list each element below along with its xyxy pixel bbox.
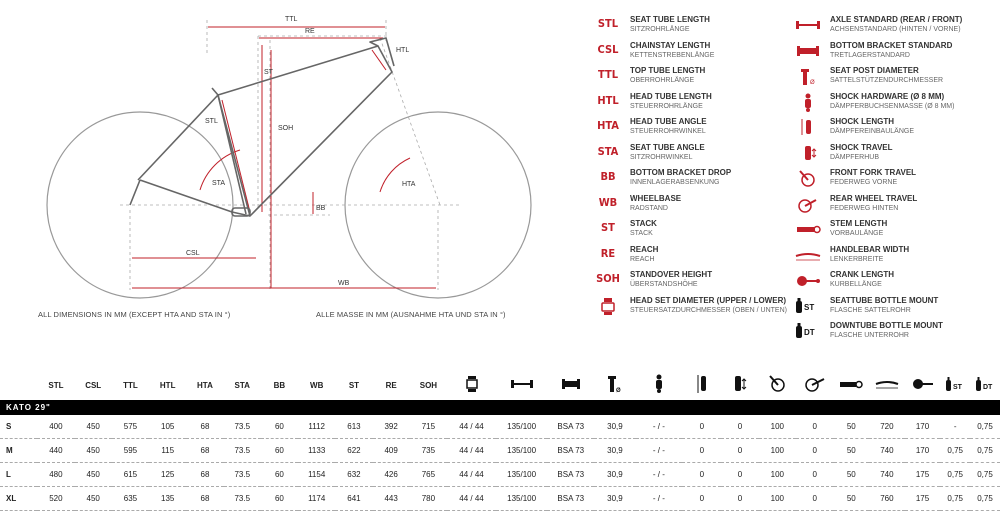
table-cell: 0 xyxy=(721,415,758,439)
table-cell: 1133 xyxy=(298,439,335,463)
legend-title: CRANK LENGTH xyxy=(830,270,894,279)
legend-subtitle: FEDERWEG HINTEN xyxy=(830,204,899,212)
legend-right xyxy=(790,14,1000,354)
table-cell: 720 xyxy=(869,415,905,439)
table-cell: 105 xyxy=(149,415,186,439)
table-cell: 409 xyxy=(373,439,410,463)
table-cell: 450 xyxy=(75,439,112,463)
table-cell: 60 xyxy=(261,439,298,463)
table-cell: 443 xyxy=(373,487,410,511)
table-cell: 715 xyxy=(410,415,447,439)
table-cell: 44 / 44 xyxy=(447,415,496,439)
legend-title: TOP TUBE LENGTH xyxy=(630,66,706,75)
table-cell: 30,9 xyxy=(594,487,635,511)
header-cell xyxy=(594,370,635,400)
table-cell: 135/100 xyxy=(496,415,547,439)
table-cell: 68 xyxy=(186,487,223,511)
table-cell: 175 xyxy=(905,463,941,487)
caption-en: ALL DIMENSIONS IN MM (EXCEPT HTA AND STA IN °) xyxy=(38,310,231,319)
size-cell: XL xyxy=(0,487,37,511)
table-cell: 60 xyxy=(261,487,298,511)
legend-title: SEATTUBE BOTTLE MOUNT xyxy=(830,295,939,305)
table-cell: 50 xyxy=(834,487,870,511)
legend-subtitle: STACK xyxy=(630,230,653,237)
legend-subtitle: SITZROHRLÄNGE xyxy=(630,26,690,33)
crank-icon xyxy=(911,377,935,391)
bottle-dt-icon xyxy=(790,320,826,342)
legend-abbr: HTL xyxy=(597,93,619,107)
table-cell: - / - xyxy=(636,487,683,511)
table-cell: 641 xyxy=(335,487,372,511)
table-cell: 575 xyxy=(112,415,149,439)
table-cell: 440 xyxy=(37,439,74,463)
table-cell: 100 xyxy=(759,415,796,439)
table-cell: 0 xyxy=(796,463,833,487)
table-cell: 60 xyxy=(261,463,298,487)
legend-title: SEAT POST DIAMETER xyxy=(830,66,919,75)
table-cell: 170 xyxy=(905,439,941,463)
header-cell xyxy=(940,370,970,400)
table-row xyxy=(0,463,1000,487)
handlebar-icon xyxy=(790,244,826,266)
legend-subtitle: STEUERSATZDURCHMESSER (OBEN / UNTEN) xyxy=(630,306,787,314)
table-cell: 0 xyxy=(796,487,833,511)
table-cell: 0 xyxy=(796,439,833,463)
table-cell: 740 xyxy=(869,439,905,463)
bottle-dt-tag: DT xyxy=(804,328,815,337)
table-header xyxy=(0,370,1000,400)
table-cell: 73.5 xyxy=(224,463,261,487)
header-cell: RE xyxy=(385,380,397,390)
header-cell xyxy=(970,370,1000,400)
front-fork-icon xyxy=(767,375,787,393)
legend-subtitle: OBERROHRLÄNGE xyxy=(630,77,695,84)
table-cell: 0,75 xyxy=(970,463,1000,487)
table-cell: 0 xyxy=(682,487,721,511)
label-soh: SOH xyxy=(278,125,294,132)
legend-abbr: WB xyxy=(598,195,618,209)
legend-title: STACK xyxy=(630,219,657,228)
table-cell: 0,75 xyxy=(940,439,970,463)
shock-travel-icon xyxy=(790,142,826,164)
header-cell: BB xyxy=(273,380,286,390)
header-cell: WB xyxy=(310,380,324,390)
shock-travel-icon xyxy=(733,374,747,394)
table-cell: 44 / 44 xyxy=(447,439,496,463)
table-cell: 73.5 xyxy=(224,439,261,463)
legend-subtitle: DÄMPFERHUB xyxy=(830,153,880,161)
svg-text:Ø: Ø xyxy=(810,80,815,86)
table-cell: 520 xyxy=(37,487,74,511)
legend-abbr: HTA xyxy=(597,119,619,132)
legend-subtitle: FEDERWEG VORNE xyxy=(830,179,898,186)
table-cell: 0 xyxy=(721,487,758,511)
legend-subtitle: KURBELLÄNGE xyxy=(830,281,882,288)
table-row xyxy=(0,487,1000,511)
header-cell xyxy=(869,370,905,400)
legend-abbr: CSL xyxy=(597,42,619,56)
label-sta: STA xyxy=(212,180,226,187)
table-cell: 1112 xyxy=(298,415,335,439)
header-cell xyxy=(0,370,37,400)
headset-icon xyxy=(464,375,480,393)
header-cell: SOH xyxy=(419,380,438,390)
table-cell: 0 xyxy=(796,415,833,439)
geometry-table xyxy=(0,370,1000,511)
legend-abbr: BB xyxy=(600,170,616,183)
table-cell: 635 xyxy=(112,487,149,511)
bottle-st-tag: ST xyxy=(953,384,963,391)
table-cell: BSA 73 xyxy=(547,463,594,487)
legend-subtitle: VORBAULÄNGE xyxy=(830,230,884,237)
bottle-st-icon xyxy=(790,295,826,317)
table-cell: 60 xyxy=(261,415,298,439)
label-htl: HTL xyxy=(396,47,410,54)
legend-title: CHAINSTAY LENGTH xyxy=(630,40,711,50)
geometry-diagram xyxy=(0,0,580,330)
label-hta: HTA xyxy=(402,181,416,188)
size-cell: M xyxy=(0,439,37,463)
legend-abbr: TTL xyxy=(597,68,619,81)
table-cell: 30,9 xyxy=(594,463,635,487)
handlebar-icon xyxy=(875,378,899,390)
table-cell: 740 xyxy=(869,463,905,487)
front-fork-icon xyxy=(790,167,826,189)
legend-subtitle: ACHSENSTANDARD (HINTEN / VORNE) xyxy=(830,26,961,33)
table-cell: 30,9 xyxy=(594,415,635,439)
table-cell: 0 xyxy=(682,439,721,463)
table-cell: 613 xyxy=(335,415,372,439)
legend-subtitle: KETTENSTREBENLÄNGE xyxy=(630,51,715,59)
header-cell: STA xyxy=(234,380,250,390)
header-cell xyxy=(905,370,941,400)
legend-subtitle: ÜBERSTANDSHÖHE xyxy=(630,281,698,288)
legend-title: AXLE STANDARD (REAR / FRONT) xyxy=(830,15,963,24)
legend-left xyxy=(590,14,790,334)
table-cell: - / - xyxy=(636,415,683,439)
legend-title: SHOCK HARDWARE (Ø 8 MM) xyxy=(830,91,945,101)
label-stl: STL xyxy=(205,118,218,125)
bottle-st-tag: ST xyxy=(804,302,815,312)
table-cell: 68 xyxy=(186,415,223,439)
legend-title: SEAT TUBE LENGTH xyxy=(630,15,710,24)
table-cell: 135/100 xyxy=(496,463,547,487)
header-cell xyxy=(834,370,870,400)
crank-icon xyxy=(790,269,826,291)
legend-title: DOWNTUBE BOTTLE MOUNT xyxy=(830,321,943,330)
axle-icon xyxy=(510,377,534,391)
legend-subtitle: FLASCHE SATTELROHR xyxy=(830,306,911,314)
table-cell: 73.5 xyxy=(224,487,261,511)
table-cell: 0 xyxy=(721,439,758,463)
legend-subtitle: LENKERBREITE xyxy=(830,255,884,263)
legend-title: STEM LENGTH xyxy=(830,219,888,228)
header-cell xyxy=(796,370,833,400)
legend-subtitle: DÄMPFEREINBAULÄNGE xyxy=(830,128,915,135)
table-cell: 615 xyxy=(112,463,149,487)
seatpost-tag: Ø xyxy=(615,388,621,393)
table-cell: BSA 73 xyxy=(547,487,594,511)
size-cell: L xyxy=(0,463,37,487)
table-cell: 0,75 xyxy=(970,487,1000,511)
table-cell: 44 / 44 xyxy=(447,463,496,487)
rear-wheel-icon xyxy=(790,193,826,215)
header-cell xyxy=(682,370,721,400)
table-cell: 50 xyxy=(834,439,870,463)
table-cell: 450 xyxy=(75,463,112,487)
table-cell: 115 xyxy=(149,439,186,463)
table-cell: 780 xyxy=(410,487,447,511)
shock-hardware-icon xyxy=(790,91,826,113)
legend-title: SEAT TUBE ANGLE xyxy=(630,142,705,152)
table-cell: 73.5 xyxy=(224,415,261,439)
size-cell: S xyxy=(0,415,37,439)
stem-icon xyxy=(839,378,863,390)
headset-icon xyxy=(590,295,626,317)
table-cell: 0 xyxy=(721,463,758,487)
table-cell: 622 xyxy=(335,439,372,463)
legend-title: HEAD TUBE LENGTH xyxy=(630,91,712,101)
legend-abbr: ST xyxy=(601,221,615,234)
seatpost-icon xyxy=(606,375,624,393)
table-cell: 1154 xyxy=(298,463,335,487)
shock-length-icon xyxy=(696,374,708,394)
legend-abbr: STA xyxy=(597,144,619,158)
legend-subtitle: REACH xyxy=(630,255,655,263)
legend-title: SHOCK LENGTH xyxy=(830,117,894,126)
header-cell xyxy=(547,370,594,400)
legend-subtitle: SITZROHRWINKEL xyxy=(630,153,693,161)
header-cell: CSL xyxy=(85,380,102,390)
table-cell: 480 xyxy=(37,463,74,487)
bottle-st-icon xyxy=(944,376,966,392)
shock-length-icon xyxy=(790,116,826,138)
legend-title: WHEELBASE xyxy=(630,193,682,203)
legend-title: STANDOVER HEIGHT xyxy=(630,270,713,279)
legend-title: REAR WHEEL TRAVEL xyxy=(830,193,918,203)
header-cell xyxy=(496,370,547,400)
table-cell: 735 xyxy=(410,439,447,463)
table-cell: 400 xyxy=(37,415,74,439)
table-cell: 0,75 xyxy=(970,415,1000,439)
legend-subtitle: TRETLAGERSTANDARD xyxy=(830,51,910,59)
legend-subtitle: FLASCHE UNTERROHR xyxy=(830,332,909,339)
rear-wheel-icon xyxy=(804,375,826,393)
table-cell: 30,9 xyxy=(594,439,635,463)
legend-abbr: STL xyxy=(597,17,619,30)
legend-subtitle: SATTELSTÜTZENDURCHMESSER xyxy=(830,77,944,84)
table-cell: 175 xyxy=(905,487,941,511)
legend-title: HEAD TUBE ANGLE xyxy=(630,117,707,126)
table-cell: 760 xyxy=(869,487,905,511)
legend-title: HEAD SET DIAMETER (UPPER / LOWER) xyxy=(630,295,787,305)
table-cell: 170 xyxy=(905,415,941,439)
legend-title: REACH xyxy=(630,244,659,254)
shock-hardware-icon xyxy=(654,374,664,394)
label-ttl: TTL xyxy=(285,16,298,23)
legend-subtitle: STEUERROHRWINKEL xyxy=(630,128,706,135)
bottle-dt-tag: DT xyxy=(983,384,993,391)
table-cell: 0 xyxy=(682,415,721,439)
table-cell: 1174 xyxy=(298,487,335,511)
stem-icon xyxy=(790,218,826,240)
table-cell: 50 xyxy=(834,415,870,439)
label-bb: BB xyxy=(316,205,326,212)
header-cell: ST xyxy=(348,380,360,390)
label-csl: CSL xyxy=(186,250,200,257)
table-cell: 0,75 xyxy=(940,487,970,511)
legend-subtitle: RADSTAND xyxy=(630,204,668,212)
legend-subtitle: STEUERROHRLÄNGE xyxy=(630,102,703,110)
table-cell: 0 xyxy=(682,463,721,487)
legend-abbr: RE xyxy=(600,246,616,260)
table-cell: 50 xyxy=(834,463,870,487)
label-re: RE xyxy=(305,28,315,35)
seatpost-icon xyxy=(790,65,826,87)
legend-subtitle: INNENLAGERABSENKUNG xyxy=(630,179,720,186)
table-cell: BSA 73 xyxy=(547,439,594,463)
legend-subtitle: DÄMPFERBUCHSENMASSE (Ø 8 MM) xyxy=(830,102,955,110)
header-cell: STL xyxy=(48,380,64,390)
table-cell: 135/100 xyxy=(496,439,547,463)
table-cell: - xyxy=(940,415,970,439)
table-cell: 426 xyxy=(373,463,410,487)
table-row xyxy=(0,439,1000,463)
bottle-dt-icon xyxy=(974,376,996,392)
header-cell xyxy=(447,370,496,400)
table-cell: 100 xyxy=(759,487,796,511)
model-row xyxy=(0,400,1000,415)
table-cell: BSA 73 xyxy=(547,415,594,439)
header-cell xyxy=(636,370,683,400)
table-cell: 632 xyxy=(335,463,372,487)
table-cell: 44 / 44 xyxy=(447,487,496,511)
table-cell: - / - xyxy=(636,439,683,463)
table-cell: 0,75 xyxy=(970,439,1000,463)
header-cell xyxy=(721,370,758,400)
table-cell: 68 xyxy=(186,439,223,463)
legend-title: FRONT FORK TRAVEL xyxy=(830,168,917,177)
axle-icon xyxy=(790,14,826,36)
bottom-bracket-icon xyxy=(790,40,826,62)
table-cell: 392 xyxy=(373,415,410,439)
table-cell: - / - xyxy=(636,463,683,487)
label-st: ST xyxy=(264,69,273,76)
table-cell: 595 xyxy=(112,439,149,463)
legend-title: BOTTOM BRACKET DROP xyxy=(630,168,732,177)
model-name: KATO 29" xyxy=(0,400,1000,415)
header-cell: TTL xyxy=(123,380,138,390)
table-row xyxy=(0,415,1000,439)
table-cell: 0,75 xyxy=(940,463,970,487)
table-cell: 125 xyxy=(149,463,186,487)
table-cell: 68 xyxy=(186,463,223,487)
legend-title: BOTTOM BRACKET STANDARD xyxy=(830,40,953,50)
table-cell: 450 xyxy=(75,415,112,439)
header-cell: HTA xyxy=(197,380,213,390)
table-cell: 135 xyxy=(149,487,186,511)
header-cell: HTL xyxy=(159,380,176,390)
table-cell: 765 xyxy=(410,463,447,487)
table-cell: 100 xyxy=(759,439,796,463)
legend-title: HANDLEBAR WIDTH xyxy=(830,244,910,254)
legend-title: SHOCK TRAVEL xyxy=(830,142,893,152)
caption-de: ALLE MASSE IN MM (AUSNAHME HTA UND STA IN °) xyxy=(316,310,506,319)
legend-abbr: SOH xyxy=(596,272,620,285)
label-wb: WB xyxy=(338,280,350,287)
table-cell: 135/100 xyxy=(496,487,547,511)
table-cell: 100 xyxy=(759,463,796,487)
table-cell: 450 xyxy=(75,487,112,511)
bottom-bracket-icon xyxy=(561,377,581,391)
header-cell xyxy=(759,370,796,400)
